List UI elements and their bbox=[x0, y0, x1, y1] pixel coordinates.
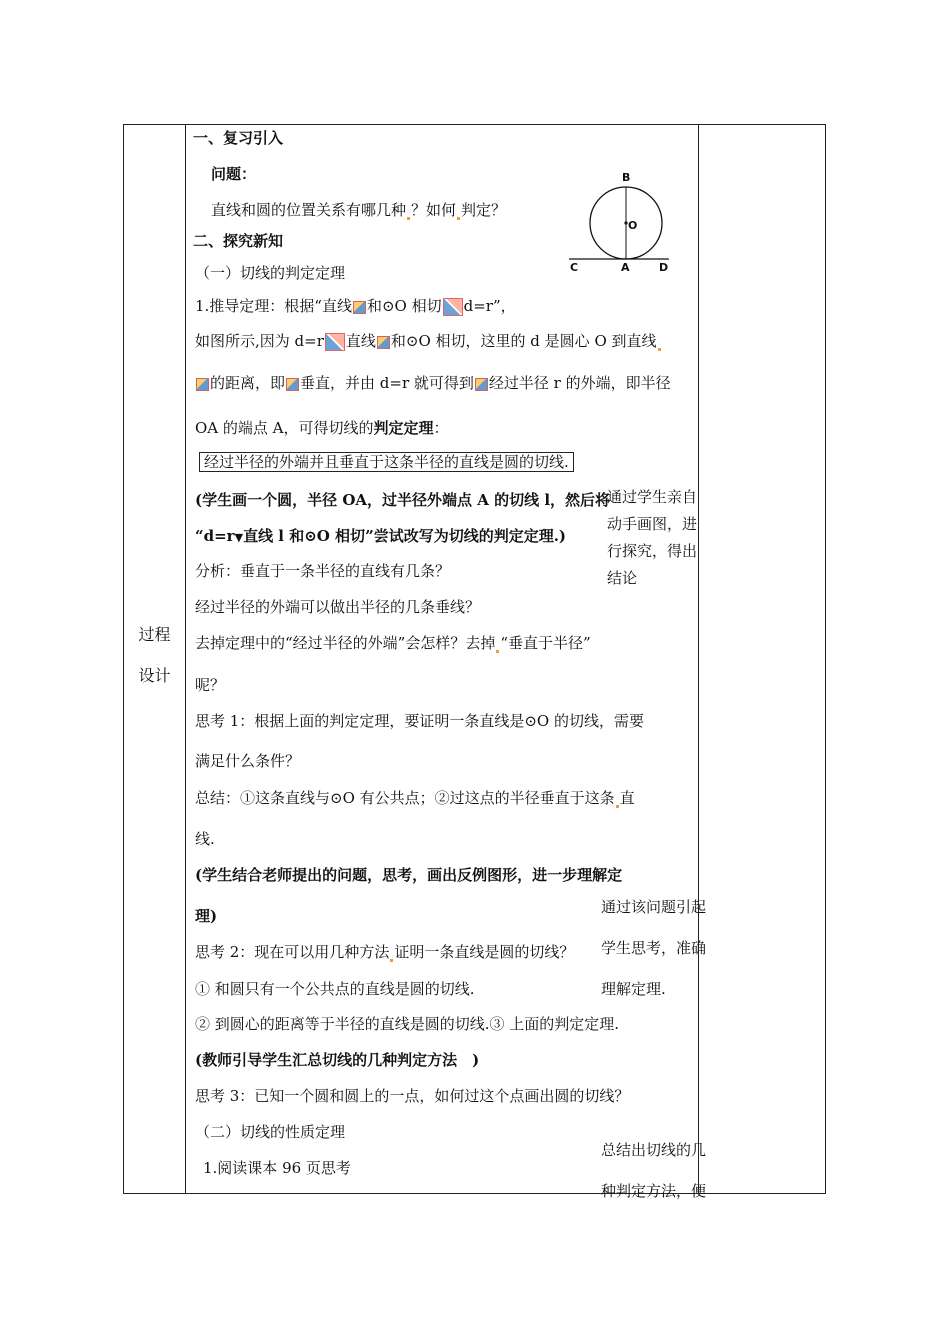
column-divider-2 bbox=[698, 125, 699, 1193]
analysis-4: 呢？ bbox=[195, 676, 226, 694]
label-B: B bbox=[622, 171, 631, 184]
column-divider-1 bbox=[185, 125, 186, 1193]
text-line-3: 的距离，即 垂直，并由 d=r 就可得到 经过半径 r 的外端，即半径 bbox=[195, 373, 671, 393]
tangent-circle-figure bbox=[565, 168, 675, 280]
left-label-2: 设计 bbox=[138, 666, 171, 685]
question-label: 问题： bbox=[211, 165, 257, 183]
image-placeholder-icon bbox=[443, 298, 463, 316]
text-line-1: 1.推导定理：根据“直线 和⊙O 相切 d=r”， bbox=[195, 297, 516, 315]
note-block-2 bbox=[581, 887, 706, 1010]
subheading-criterion: （一）切线的判定定理 bbox=[195, 264, 346, 282]
left-label-1: 过程 bbox=[138, 625, 171, 644]
heading-review: 一、复习引入 bbox=[193, 129, 284, 147]
analysis-1: 分析：垂直于一条半径的直线有几条？ bbox=[195, 562, 451, 580]
student-note-1b: “d=r▼直线 l 和⊙O 相切”尝试改写为切线的判定定理.) bbox=[195, 527, 567, 545]
note-line: 总结出切线的几 bbox=[601, 1141, 707, 1159]
image-placeholder-icon bbox=[377, 336, 390, 349]
reading-task: 1.阅读课本 96 页思考 bbox=[203, 1159, 351, 1177]
teacher-note: (教师引导学生汇总切线的几种判定方法 ) bbox=[195, 1051, 480, 1069]
label-D: D bbox=[659, 261, 669, 274]
summary-1b: 线. bbox=[195, 830, 215, 848]
label-C: C bbox=[570, 261, 579, 274]
label-O: O bbox=[628, 219, 638, 232]
think-3: 思考 3：已知一个圆和圆上的一点，如何过这个点画出圆的切线？ bbox=[195, 1087, 630, 1105]
text-line-4: OA 的端点 A，可得切线的判定定理： bbox=[195, 419, 449, 437]
method-2-3: ② 到圆心的距离等于半径的直线是圆的切线.③ 上面的判定定理. bbox=[195, 1015, 620, 1033]
analysis-2: 经过半径的外端可以做出半径的几条垂线？ bbox=[195, 598, 481, 616]
note-line: 通过学生亲自 bbox=[607, 488, 698, 506]
note-line: 理解定理. bbox=[601, 980, 666, 998]
note-block-1 bbox=[581, 484, 697, 592]
think-1b: 满足什么条件？ bbox=[195, 752, 301, 770]
note-line: 通过该问题引起 bbox=[601, 898, 707, 916]
image-placeholder-icon bbox=[325, 333, 345, 351]
note-line: 结论 bbox=[607, 569, 638, 587]
image-placeholder-icon bbox=[353, 301, 366, 314]
note-line: 动手画图，进 bbox=[607, 515, 698, 533]
text-line-2: 如图所示,因为 d=r 直线 和⊙O 相切，这里的 d 是圆心 O 到直线 bbox=[195, 331, 662, 351]
student-note-1a: (学生画一个圆，半径 OA，过半径外端点 A 的切线 l，然后将 bbox=[195, 491, 611, 509]
question-text: 直线和圆的位置关系有哪几种 ？如何 判定？ bbox=[211, 201, 507, 219]
label-A: A bbox=[621, 261, 630, 274]
subheading-property: （二）切线的性质定理 bbox=[195, 1123, 346, 1141]
image-placeholder-icon bbox=[286, 378, 299, 391]
image-placeholder-icon bbox=[196, 378, 209, 391]
summary-1a: 总结：①这条直线与⊙O 有公共点；②过这点的半径垂直于这条 直 bbox=[195, 789, 635, 807]
note-block-3 bbox=[581, 1130, 706, 1212]
note-line: 种判定方法，便 bbox=[601, 1182, 707, 1200]
theorem-box: 经过半径的外端并且垂直于这条半径的直线是圆的切线. bbox=[199, 452, 574, 472]
method-1: ① 和圆只有一个公共点的直线是圆的切线. bbox=[195, 980, 475, 998]
note-line: 行探究，得出 bbox=[607, 542, 698, 560]
student-note-2b: 理) bbox=[195, 907, 218, 925]
think-1a: 思考 1：根据上面的判定定理，要证明一条直线是⊙O 的切线，需要 bbox=[195, 712, 644, 730]
think-2: 思考 2：现在可以用几种方法 证明一条直线是圆的切线？ bbox=[195, 943, 575, 961]
image-placeholder-icon bbox=[475, 378, 488, 391]
heading-explore: 二、探究新知 bbox=[193, 232, 284, 250]
student-note-2a: (学生结合老师提出的问题，思考，画出反例图形，进一步理解定 bbox=[195, 866, 623, 884]
analysis-3: 去掉定理中的“经过半径的外端”会怎样？去掉 “垂直于半径” bbox=[195, 634, 591, 652]
note-line: 学生思考，准确 bbox=[601, 939, 707, 957]
